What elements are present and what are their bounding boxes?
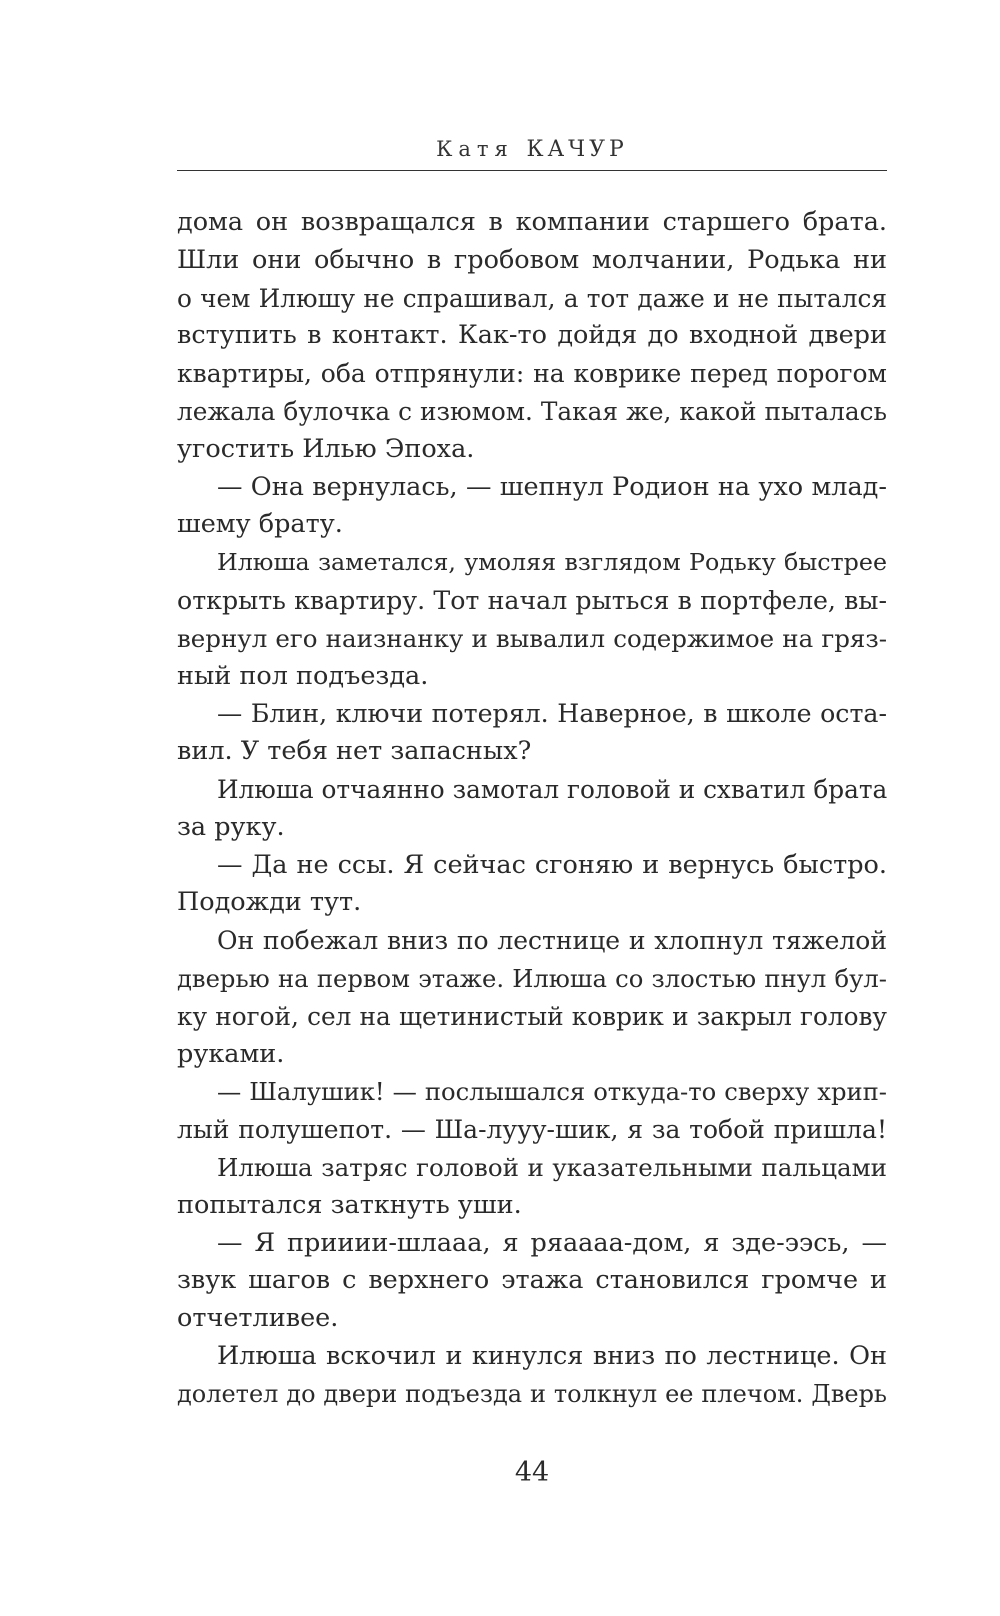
text-line: вступить в контакт. Как-то дойдя до входной двери <box>177 320 887 351</box>
text-line: отчетливее. <box>177 1303 339 1334</box>
text-line: дверью на первом этаже. Илюша со злостью пнул бул- <box>177 963 887 993</box>
text-line: ный пол подъезда. <box>177 660 429 691</box>
text-line: Илюша заметался, умоляя взглядом Родьку быстрее <box>217 548 887 577</box>
text-line: Илюша вскочил и кинулся вниз по лестнице. Он <box>217 1340 887 1371</box>
text-line: Илюша затряс головой и указательными пальцами <box>217 1152 887 1182</box>
author-last-name: КАЧУР <box>526 137 628 162</box>
text-line: дома он возвращался в компании старшего брата. <box>177 207 887 237</box>
text-line: — Да не ссы. Я сейчас сгоняю и вернусь быстро. <box>217 849 887 880</box>
text-line: за руку. <box>177 811 285 842</box>
text-line: Подожди тут. <box>177 887 362 918</box>
text-line: долетел до двери подъезда и толкнул ее плечом. Дверь <box>177 1379 887 1408</box>
text-line: вил. У тебя нет запасных? <box>177 736 532 767</box>
text-line: звук шагов с верхнего этажа становился громче и <box>177 1265 887 1296</box>
text-line: шему брату. <box>177 509 343 540</box>
body-text <box>177 204 887 1414</box>
author-first-name: Катя <box>436 137 514 161</box>
text-line: Илюша отчаянно замотал головой и схватил брата <box>217 774 888 804</box>
text-line: лый полушепот. — Ша-лууу-шик, я за тобой пришла! <box>177 1115 887 1145</box>
text-line: квартиры, оба отпрянули: на коврике перед порогом <box>177 359 887 389</box>
text-line: — Я прииии-шлааа, я ряаааа-дом, я зде-ээсь, — <box>217 1227 887 1258</box>
text-line: ку ногой, сел на щетинистый коврик и закрыл голову <box>177 1001 887 1031</box>
text-line: угостить Илью Эпоха. <box>177 433 475 464</box>
page-number: 44 <box>514 1457 550 1488</box>
running-head <box>177 137 887 162</box>
text-line: руками. <box>177 1038 285 1069</box>
header-rule <box>177 170 887 171</box>
text-line: вернул его наизнанку и вывалил содержимое на гряз- <box>177 623 887 653</box>
text-line: — Она вернулась, — шепнул Родион на ухо млад- <box>217 471 887 502</box>
text-line: о чем Илюшу не спрашивал, а тот даже и не пытался <box>177 283 887 313</box>
text-line: открыть квартиру. Тот начал рыться в портфеле, вы- <box>177 585 887 615</box>
text-line: Шли они обычно в гробовом молчании, Родька ни <box>177 244 887 275</box>
text-line: — Блин, ключи потерял. Наверное, в школе оста- <box>217 699 887 729</box>
text-line: попытался заткнуть уши. <box>177 1189 522 1220</box>
text-line: лежала булочка с изюмом. Такая же, какой пыталась <box>177 396 887 426</box>
text-line: — Шалушик! — послышался откуда-то сверху хрип- <box>217 1077 887 1107</box>
text-line: Он побежал вниз по лестнице и хлопнул тяжелой <box>217 926 887 956</box>
